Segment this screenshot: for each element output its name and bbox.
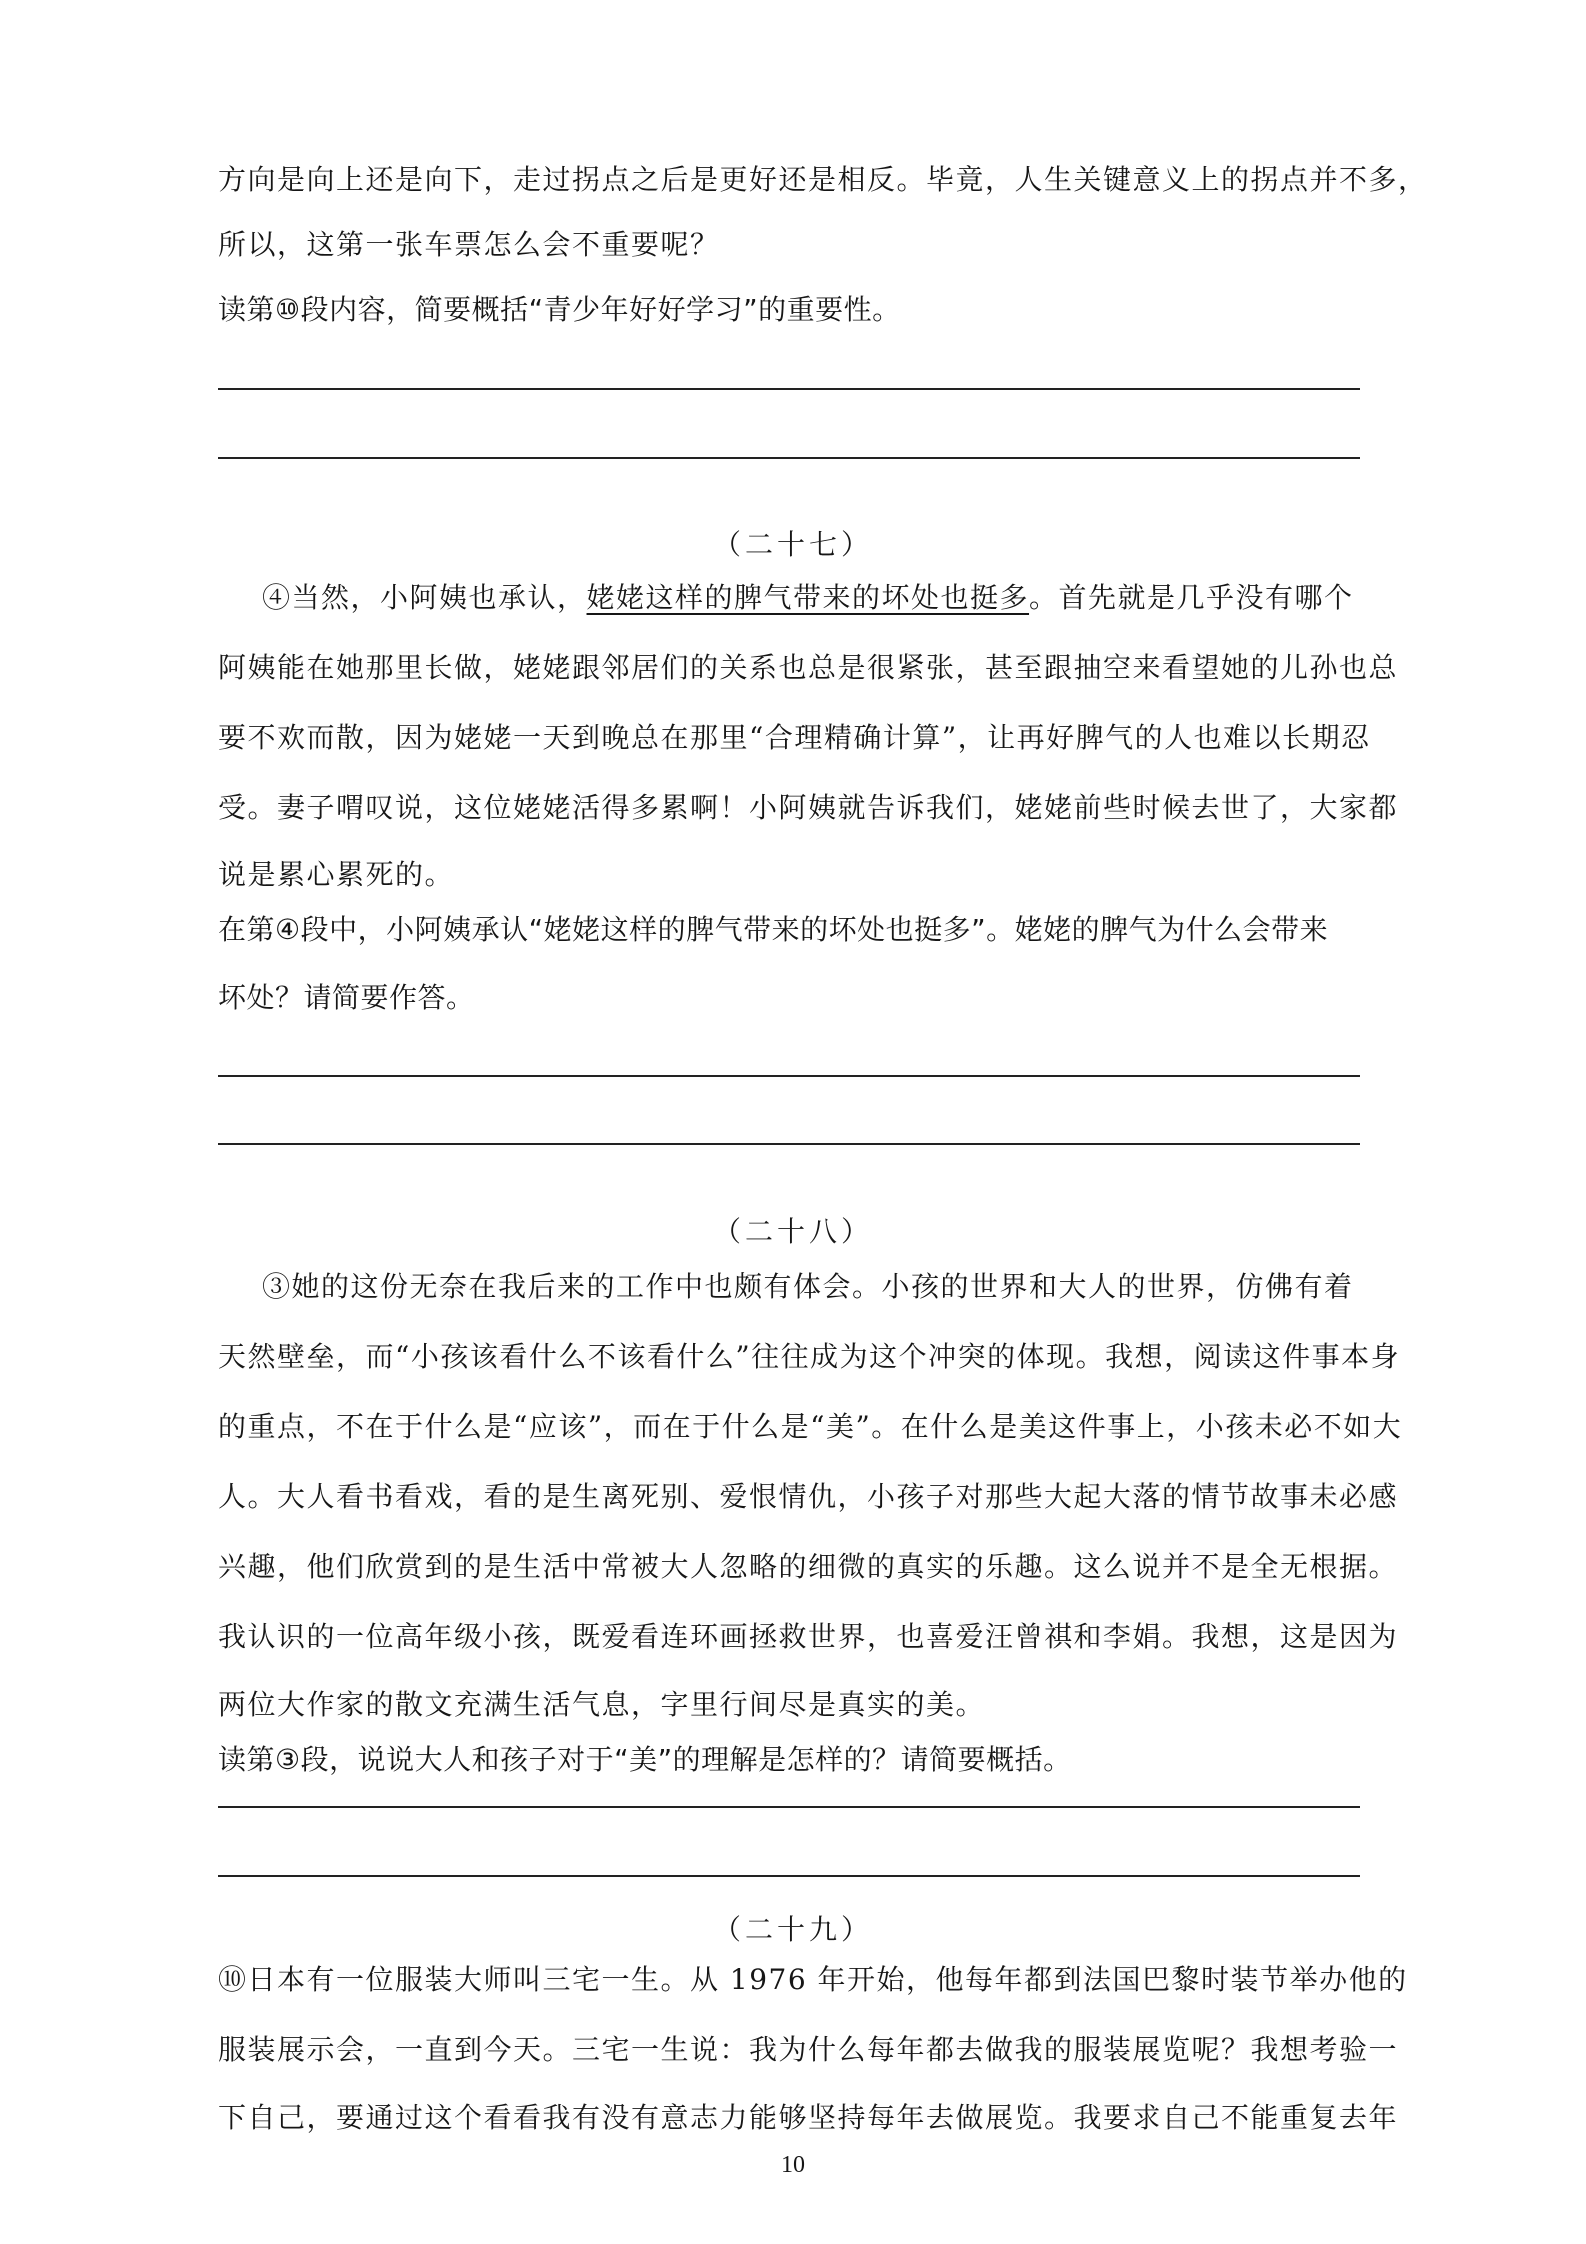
section-heading: （二十九） — [712, 1913, 873, 1946]
passage-text: 。首先就是几乎没有哪个 — [1029, 581, 1354, 614]
answer-line[interactable] — [218, 1806, 1360, 1808]
passage-line: 我认识的一位高年级小孩，既爱看连环画拯救世界，也喜爱汪曾祺和李娟。我想，这是因为 — [218, 1620, 1399, 1653]
passage-line: 所以，这第一张车票怎么会不重要呢？ — [218, 228, 720, 261]
passage-line: 方向是向上还是向下，走过拐点之后是更好还是相反。毕竟，人生关键意义上的拐点并不多， — [218, 163, 1428, 196]
answer-line[interactable] — [218, 457, 1360, 459]
passage-line: 受。妻子喟叹说，这位姥姥活得多累啊！小阿姨就告诉我们，姥姥前些时候去世了，大家都 — [218, 791, 1399, 824]
section-heading: （二十八） — [712, 1215, 873, 1248]
answer-line[interactable] — [218, 1075, 1360, 1077]
underlined-sentence: 姥姥这样的脾气带来的坏处也挺多 — [586, 581, 1030, 614]
passage-line: ③她的这份无奈在我后来的工作中也颇有体会。小孩的世界和大人的世界，仿佛有着 — [262, 1270, 1354, 1303]
passage-line: 下自己，要通过这个看看我有没有意志力能够坚持每年去做展览。我要求自己不能重复去年 — [218, 2101, 1399, 2134]
question-text: 坏处？请简要作答。 — [218, 981, 475, 1014]
question-text: 读第⑩段内容，简要概括“青少年好好学习”的重要性。 — [218, 293, 901, 326]
passage-line: 兴趣，他们欣赏到的是生活中常被大人忽略的细微的真实的乐趣。这么说并不是全无根据。 — [218, 1550, 1399, 1583]
passage-line — [262, 578, 1422, 618]
passage-line: 人。大人看书看戏，看的是生离死别、爱恨情仇，小孩子对那些大起大落的情节故事未必感 — [218, 1480, 1399, 1513]
passage-line: 的重点，不在于什么是“应该”，而在于什么是“美”。在什么是美这件事上，小孩未必不如大 — [218, 1410, 1403, 1443]
answer-line[interactable] — [218, 1875, 1360, 1877]
passage-line: 阿姨能在她那里长做，姥姥跟邻居们的关系也总是很紧张，甚至跟抽空来看望她的儿孙也总 — [218, 651, 1399, 684]
passage-line: ⑩日本有一位服装大师叫三宅一生。从 1976 年开始，他每年都到法国巴黎时装节举办他的 — [218, 1963, 1408, 1996]
passage-text: ④当然，小阿姨也承认， — [262, 581, 587, 614]
passage-line: 要不欢而散，因为姥姥一天到晚总在那里“合理精确计算”，让再好脾气的人也难以长期忍 — [218, 721, 1371, 754]
passage-line: 两位大作家的散文充满生活气息，字里行间尽是真实的美。 — [218, 1688, 986, 1721]
page-number: 10 — [781, 2152, 805, 2178]
passage-line: 说是累心累死的。 — [218, 858, 455, 891]
section-heading: （二十七） — [712, 528, 873, 561]
question-text: 读第③段，说说大人和孩子对于“美”的理解是怎样的？请简要概括。 — [218, 1743, 1072, 1776]
answer-line[interactable] — [218, 388, 1360, 390]
passage-line: 天然壁垒，而“小孩该看什么不该看什么”往往成为这个冲突的体现。我想，阅读这件事本身 — [218, 1340, 1401, 1373]
answer-line[interactable] — [218, 1143, 1360, 1145]
passage-line: 服装展示会，一直到今天。三宅一生说：我为什么每年都去做我的服装展览呢？我想考验一 — [218, 2033, 1399, 2066]
question-text: 在第④段中，小阿姨承认“姥姥这样的脾气带来的坏处也挺多”。姥姥的脾气为什么会带来 — [218, 913, 1329, 946]
